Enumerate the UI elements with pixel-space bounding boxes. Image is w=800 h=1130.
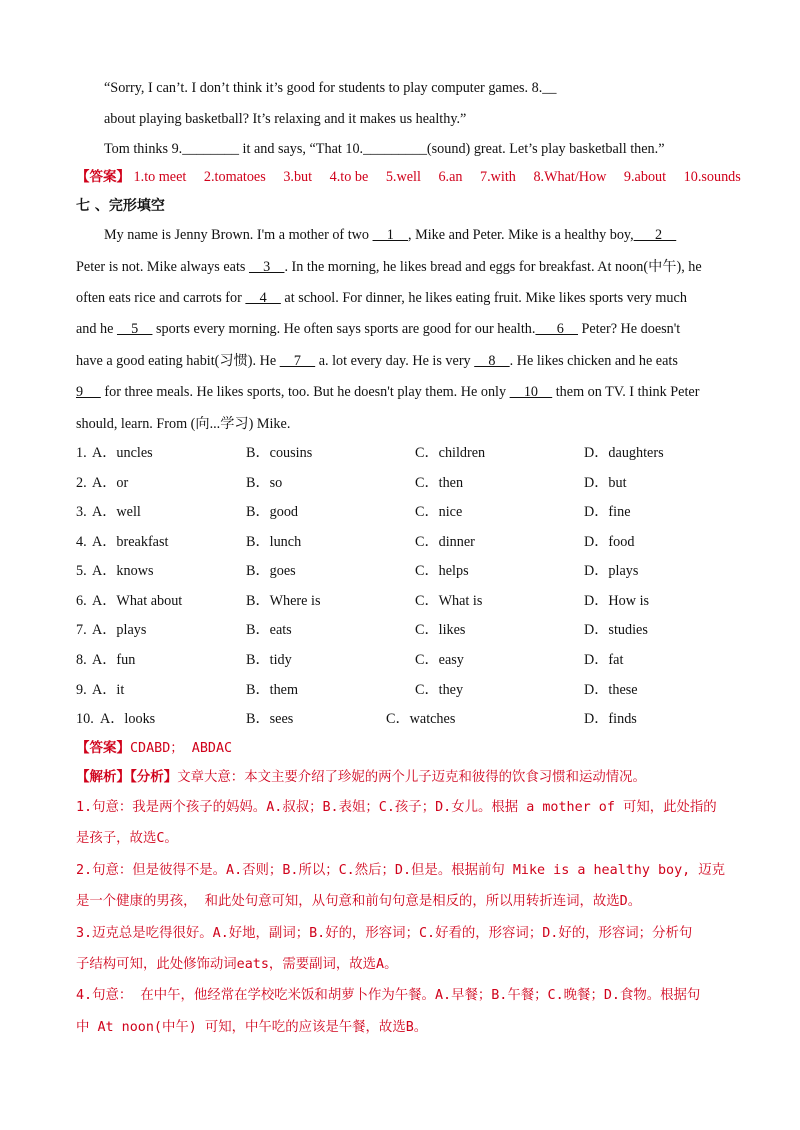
passage-text: at school. For dinner, he likes eating fruit. Mike likes sports very much: [280, 290, 687, 306]
option-b: B．goes: [246, 563, 296, 579]
option-b: B．sees: [246, 711, 294, 727]
passage-line-5: [76, 352, 678, 370]
option-c: C．they: [415, 682, 464, 698]
option-c: C．then: [415, 475, 464, 491]
passage-text: them on TV. I think Peter: [552, 384, 700, 400]
option-d: D．studies: [584, 622, 648, 638]
answer-text: CDABD； ABDAC: [130, 741, 233, 756]
option-number: 9.: [76, 682, 87, 698]
passage-text: . In the morning, he likes bread and eggs for breakfast. At noon(中午), he: [284, 259, 702, 275]
explanation-2-line-2: 是一个健康的男孩， 和此处句意可知，从句意和前句句意是相反的，所以用转折连词，故选D。: [76, 894, 642, 909]
option-a: A．breakfast: [92, 534, 169, 550]
option-c: C．watches: [386, 711, 456, 727]
option-d: D．plays: [584, 563, 639, 579]
option-c: C．nice: [415, 504, 463, 520]
passage-line-4: [76, 320, 680, 338]
blank-6: 6: [535, 321, 578, 337]
option-d: D．food: [584, 534, 635, 550]
blank-3: 3: [248, 259, 285, 275]
option-a: A．well: [92, 504, 141, 520]
section-heading: 七 、完形填空: [76, 198, 165, 214]
passage-text: Peter is not. Mike always eats: [76, 259, 249, 275]
option-a: A．fun: [92, 652, 136, 668]
answer-line-2: [76, 739, 232, 758]
answer-item: 5.well: [385, 169, 421, 185]
blank-5: 5: [116, 321, 153, 337]
option-c: C．easy: [415, 652, 464, 668]
option-c: C．helps: [415, 563, 469, 579]
option-row: [0, 562, 800, 580]
answer-item: 2.tomatoes: [203, 169, 266, 185]
option-c: C．likes: [415, 622, 466, 638]
option-b: B．lunch: [246, 534, 302, 550]
option-row: [0, 621, 800, 639]
option-number: 3.: [76, 504, 87, 520]
blank-8: 8: [474, 353, 510, 369]
option-d: D．daughters: [584, 445, 664, 461]
option-b: B．Where is: [246, 593, 321, 609]
answer-tag: 【答案】: [76, 169, 130, 185]
explanation-3-line-1: 3.迈克总是吃得很好。A.好地，副词；B.好的，形容词；C.好看的，形容词；D.好的，形容词；分析句: [76, 926, 693, 941]
option-row: [0, 681, 800, 699]
answer-item: 4.to be: [329, 169, 369, 185]
dialogue-line-1: “Sorry, I can’t. I don’t think it’s good for students to play computer games. 8.__: [104, 80, 557, 96]
dialogue-line-2: about playing basketball? It’s relaxing and it makes us healthy.”: [104, 111, 467, 127]
option-d: D．these: [584, 682, 638, 698]
option-d: D．How is: [584, 593, 650, 609]
option-b: B．good: [246, 504, 299, 520]
analysis-summary: [76, 768, 646, 787]
blank-10: 10: [509, 384, 553, 400]
passage-line-3: [76, 289, 687, 307]
analysis-tag: 【解析】【分析】: [76, 769, 178, 785]
option-c: C．dinner: [415, 534, 475, 550]
passage-text: . He likes chicken and he eats: [509, 353, 678, 369]
option-row: [0, 474, 800, 492]
option-row: [0, 651, 800, 669]
blank-7: 7: [279, 353, 316, 369]
passage-text: have a good eating habit(习惯). He: [76, 353, 280, 369]
option-row: [0, 444, 800, 462]
option-number: 7.: [76, 622, 87, 638]
option-a: A．What about: [92, 593, 183, 609]
blank-9: 9: [76, 384, 101, 400]
option-b: B．them: [246, 682, 299, 698]
option-number: 10.: [76, 711, 94, 727]
passage-text: often eats rice and carrots for: [76, 290, 246, 306]
passage-line-1: [104, 226, 676, 244]
passage-text: My name is Jenny Brown. I'm a mother of two: [104, 227, 373, 243]
answer-item: 10.sounds: [683, 169, 741, 185]
answer-item: 3.but: [283, 169, 313, 185]
option-a: A．uncles: [92, 445, 153, 461]
option-row: [0, 533, 800, 551]
passage-text: Peter? He doesn't: [578, 321, 681, 337]
answer-item: 9.about: [623, 169, 667, 185]
option-a: A．it: [92, 682, 125, 698]
option-a: A．or: [92, 475, 129, 491]
passage-text: sports every morning. He often says sports are good for our health.: [152, 321, 536, 337]
option-c: C．children: [415, 445, 486, 461]
blank-1: 1: [372, 227, 408, 243]
explanation-4-line-2: 中 At noon(中午) 可知，中午吃的应该是午餐，故选B。: [76, 1020, 428, 1035]
explanation-4-line-1: 4.句意： 在中午，他经常在学校吃米饭和胡萝卜作为午餐。A.早餐；B.午餐；C.晚餐；D.食物。根据句: [76, 988, 701, 1003]
answer-tag: 【答案】: [76, 740, 130, 756]
passage-text: , Mike and Peter. Mike is a healthy boy,: [408, 227, 634, 243]
option-c: C．What is: [415, 593, 483, 609]
option-b: B．so: [246, 475, 283, 491]
passage-line-6: [76, 383, 699, 401]
option-b: B．tidy: [246, 652, 292, 668]
option-number: 5.: [76, 563, 87, 579]
option-d: D．finds: [584, 711, 637, 727]
explanation-2-line-1: 2.句意：但是彼得不是。A.否则；B.所以；C.然后；D.但是。根据前句 Mike is a healthy boy, 迈克: [76, 863, 726, 878]
option-a: A．looks: [100, 711, 156, 727]
passage-line-7: should, learn. From (向...学习) Mike.: [76, 416, 291, 432]
passage-text: a. lot every day. He is very: [315, 353, 475, 369]
option-d: D．fine: [584, 504, 631, 520]
option-b: B．cousins: [246, 445, 313, 461]
option-d: D．but: [584, 475, 627, 491]
passage-text: for three meals. He likes sports, too. But he doesn't play them. He only: [100, 384, 510, 400]
option-number: 2.: [76, 475, 87, 491]
option-row: [0, 503, 800, 521]
option-number: 4.: [76, 534, 87, 550]
blank-4: 4: [245, 290, 281, 306]
option-row: [0, 592, 800, 610]
answer-item: 7.with: [480, 169, 516, 185]
option-b: B．eats: [246, 622, 292, 638]
answer-item: 6.an: [438, 169, 463, 185]
answer-item: 1.to meet: [133, 169, 187, 185]
explanation-3-line-2: 子结构可知，此处修饰动词eats，需要副词，故选A。: [76, 957, 398, 972]
option-number: 1.: [76, 445, 87, 461]
dialogue-line-3: Tom thinks 9.________ it and says, “That 10._________(sound) great. Let’s play basketball then.”: [104, 141, 665, 157]
option-row: [0, 710, 800, 728]
option-number: 8.: [76, 652, 87, 668]
option-d: D．fat: [584, 652, 624, 668]
answer-line-1: [76, 168, 755, 186]
passage-line-2: [76, 258, 702, 276]
answer-item: 8.What/How: [533, 169, 607, 185]
option-a: A．knows: [92, 563, 154, 579]
option-number: 6.: [76, 593, 87, 609]
analysis-summary-text: 文章大意：本文主要介绍了珍妮的两个儿子迈克和彼得的饮食习惯和运动情况。: [177, 770, 646, 785]
blank-2: 2: [633, 227, 677, 243]
explanation-1-line-1: 1.句意：我是两个孩子的妈妈。A.叔叔；B.表姐；C.孩子；D.女儿。根据 a mother of 可知，此处指的: [76, 800, 717, 815]
passage-text: and he: [76, 321, 117, 337]
explanation-1-line-2: 是孩子，故选C。: [76, 831, 178, 846]
option-a: A．plays: [92, 622, 147, 638]
